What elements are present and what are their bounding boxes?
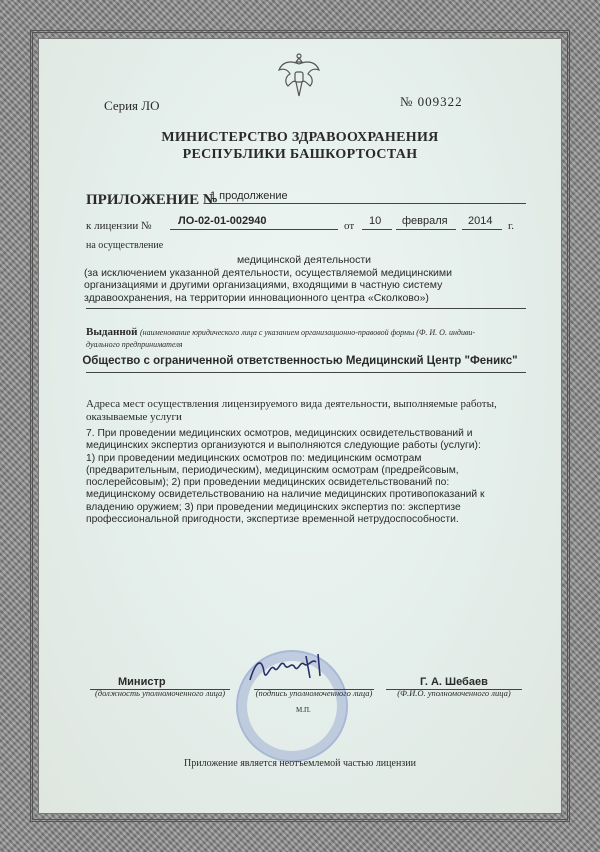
document-number: № 009322 xyxy=(400,94,463,109)
appendix-label: ПРИЛОЖЕНИЕ № xyxy=(86,192,218,208)
body-line: послерейсовым); 2) при проведении медицинских освидетельствований по: xyxy=(86,477,450,489)
company-name: Общество с ограниченной ответственностью Медицинский Центр "Феникс" xyxy=(82,355,518,367)
activity-underline xyxy=(86,308,526,309)
body-line: владению оружием; 3) при проведении медицинских экспертиз по: экспертизе xyxy=(86,501,461,513)
license-year: 2014 xyxy=(468,215,493,227)
activity-line-3: здравоохранения, на территории инновационного центра «Сколково») xyxy=(84,291,429,304)
body-line: (предварительным, периодическим), медицинским осмотрам (предрейсовым, xyxy=(86,464,459,476)
license-underline xyxy=(170,229,338,230)
ministry-line-2: РЕСПУБЛИКИ БАШКОРТОСТАН xyxy=(182,147,418,162)
issued-to-block xyxy=(86,326,526,351)
series-label: Серия ЛО xyxy=(104,98,160,113)
services-text xyxy=(86,428,526,526)
appendix-value: 1 продолжение xyxy=(210,190,288,202)
minister-position: Министр xyxy=(118,676,166,688)
signature-note: (подпись уполномоченного лица) xyxy=(255,688,373,698)
name-note: (Ф.И.О. уполномоченного лица) xyxy=(397,688,511,698)
ministry-title xyxy=(0,129,600,163)
license-from-label: от xyxy=(344,220,355,232)
year-suffix: г. xyxy=(508,220,515,232)
footer-note: Приложение является неотъемлемой частью лицензии xyxy=(184,758,416,769)
ministry-line-1: МИНИСТЕРСТВО ЗДРАВООХРАНЕНИЯ xyxy=(161,130,439,145)
issued-note: (наименование юридического лица с указанием организационно-правовой формы (Ф. И. О. индиви- xyxy=(140,328,476,337)
addresses-label xyxy=(86,398,526,424)
license-number: ЛО-02-01-002940 xyxy=(178,215,267,227)
year-underline xyxy=(462,229,502,230)
license-month: февраля xyxy=(402,215,448,227)
issued-note-2: дуального предпринимателя xyxy=(86,340,183,349)
activity-description xyxy=(84,254,524,304)
addresses-line-2: оказываемые услуги xyxy=(86,411,182,423)
month-underline xyxy=(396,229,456,230)
activity-title: медицинской деятельности xyxy=(236,254,372,266)
company-underline xyxy=(86,372,526,373)
body-line: профессиональной пригодности, экспертизе временной нетрудоспособности. xyxy=(86,514,459,526)
appendix-underline xyxy=(206,203,526,204)
signer-name: Г. А. Шебаев xyxy=(420,676,488,688)
activity-label: на осуществление xyxy=(86,240,164,251)
body-line: медицинскому освидетельствованию на наличие медицинских противопоказаний к xyxy=(86,489,485,501)
body-line: медицинских экспертиз организуются и выполняются следующие работы (услуги): xyxy=(86,440,481,452)
activity-line-1: (за исключением указанной деятельности, осуществляемой медицинскими xyxy=(84,266,452,279)
day-underline xyxy=(362,229,392,230)
coat-of-arms-emblem xyxy=(276,52,322,100)
body-line: 1) при проведении медицинских осмотров по: медицинским осмотрам xyxy=(86,452,422,464)
license-day: 10 xyxy=(369,215,382,227)
issued-label: Выданной xyxy=(86,326,138,338)
position-note: (должность уполномоченного лица) xyxy=(94,688,226,698)
seal-place-label: М.П. xyxy=(296,706,311,714)
body-line: 7. При проведении медицинских осмотров, медицинских освидетельствований и xyxy=(86,428,473,439)
addresses-line-1: Адреса мест осуществления лицензируемого вида деятельности, выполняемые работы, xyxy=(86,398,497,410)
license-label: к лицензии № xyxy=(86,220,152,232)
activity-line-2: организациями и другими организациями, входящими в частную систему xyxy=(84,279,443,291)
handwritten-signature xyxy=(246,650,328,690)
